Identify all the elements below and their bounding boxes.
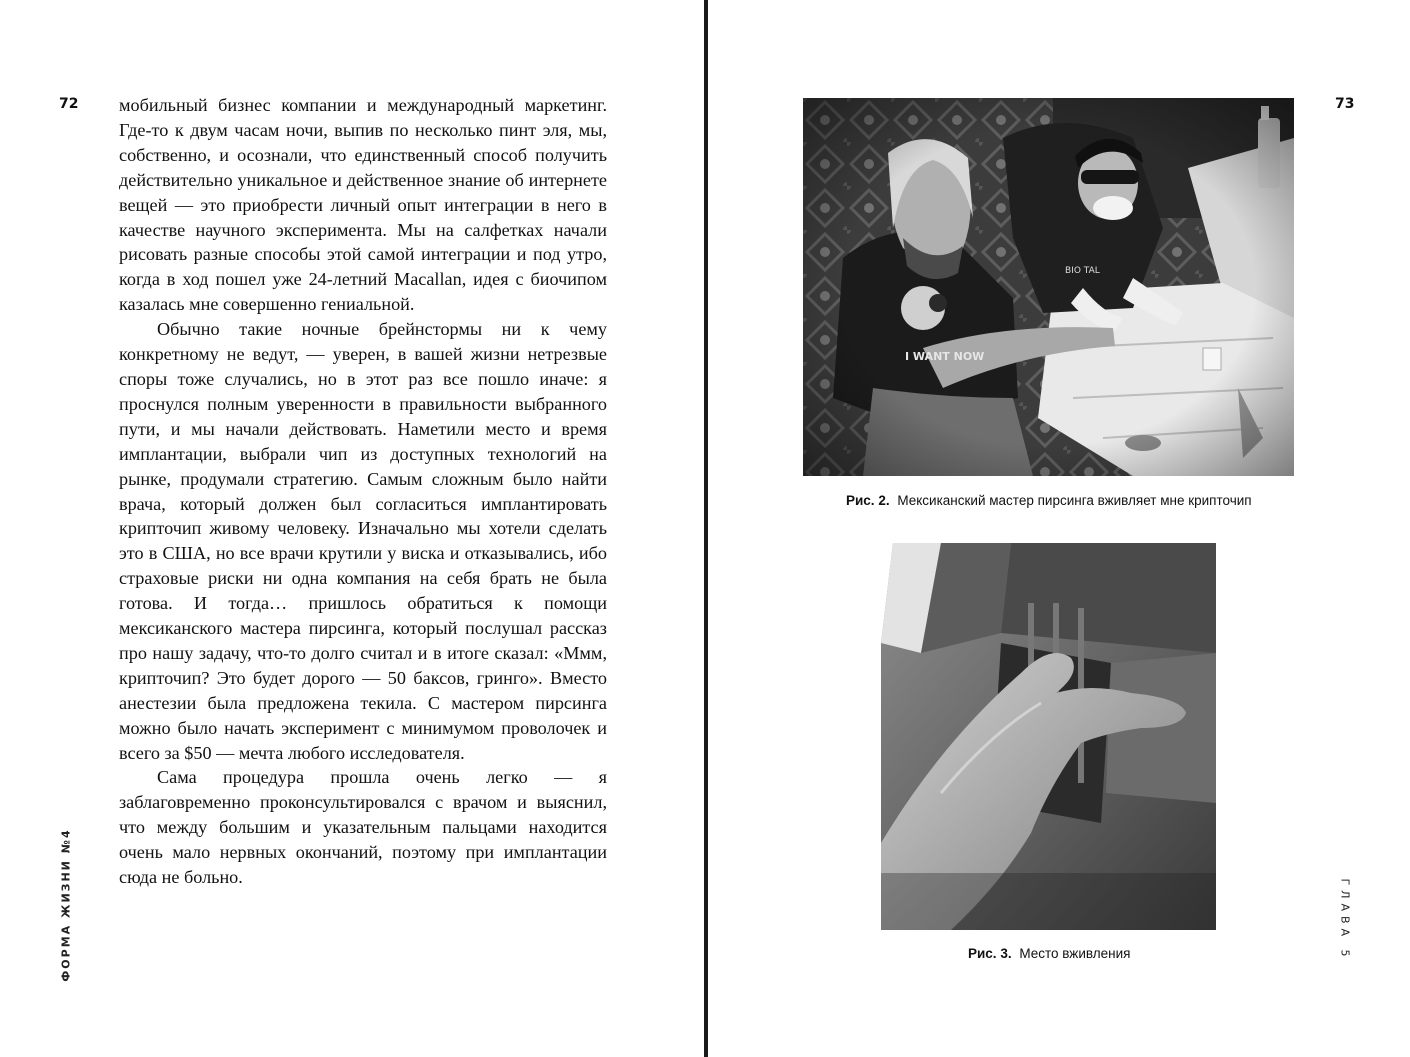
running-head-right: ГЛАВА 5: [1338, 878, 1352, 962]
figure-3-caption: [968, 946, 1130, 961]
paragraph-3: Сама процедура прошла очень легко — я заблаговременно проконсультировался с врачом и выяснил, что между большим и указательным пальцами находится очень мало нервных окончаний, поэтому при имплантации сюда не больно.: [119, 767, 607, 888]
figure-2-label: Рис. 2.: [846, 493, 890, 508]
figure-3-caption-text: Место вживления: [1019, 946, 1131, 961]
figure-2-caption-text: Мексиканский мастер пирсинга вживляет мне крипточип: [897, 493, 1252, 508]
paragraph-1: мобильный бизнес компании и международный маркетинг. Где-то к двум часам ночи, выпив по несколько пинт эля, мы, собственно, и осознали, что единственный способ получить действительно уникальное и действенное знание об интернете вещей — это приобрести личный опыт интеграции в него в качестве научного эксперимента. Мы на салфетках начали рисовать разные способы этой самой интеграции и под утро, когда в ход пошел уже 24-летний Macallan, идея с биочипом казалась мне совершенно гениальной.: [119, 95, 607, 315]
page-number-left: 72: [59, 96, 79, 112]
body-text: [119, 93, 607, 890]
paragraph-2: Обычно такие ночные брейнстормы ни к чему конкретному не ведут, — уверен, в вашей жизни нетрезвые споры тоже случались, но в этот раз все пошло иначе: я проснулся полным уверенности в правильности выбранного пути, и мы начали действовать. Наметили место и время имплантации, выбрали чип из доступных технологий на рынке, продумали стратегию. Самым сложным было найти врача, который должен был согласиться имплантировать крипточип живому человеку. Изначально мы хотели сделать это в США, но все врачи крутили у виска и отказывались, ибо страховые риски ни одна компания на себя брать не была готова. И тогда… пришлось обратиться к помощи мексиканского мастера пирсинга, который послушал рассказ про нашу задачу, что-то долго считал и в итоге сказал: «Ммм, крипточип? Это будет дорого — 50 баксов, гринго». Вместо анестезии была предложена текила. С мастером пирсинга можно было начать эксперимент с минимумом проволочек и всего за $50 — мечта любого исследователя.: [119, 319, 607, 763]
figure-2-photo: [803, 98, 1294, 476]
hand-photo-illustration: [881, 543, 1216, 930]
figure-3-photo: [881, 543, 1216, 930]
figure-3-label: Рис. 3.: [968, 946, 1012, 961]
book-spine: [704, 0, 708, 1057]
page-number-right: 73: [1335, 96, 1355, 112]
running-head-left: ФОРМА ЖИЗНИ №4: [59, 828, 73, 982]
right-page: [709, 0, 1410, 1057]
piercing-scene-illustration: [803, 98, 1294, 476]
figure-2-caption: [846, 493, 1252, 508]
